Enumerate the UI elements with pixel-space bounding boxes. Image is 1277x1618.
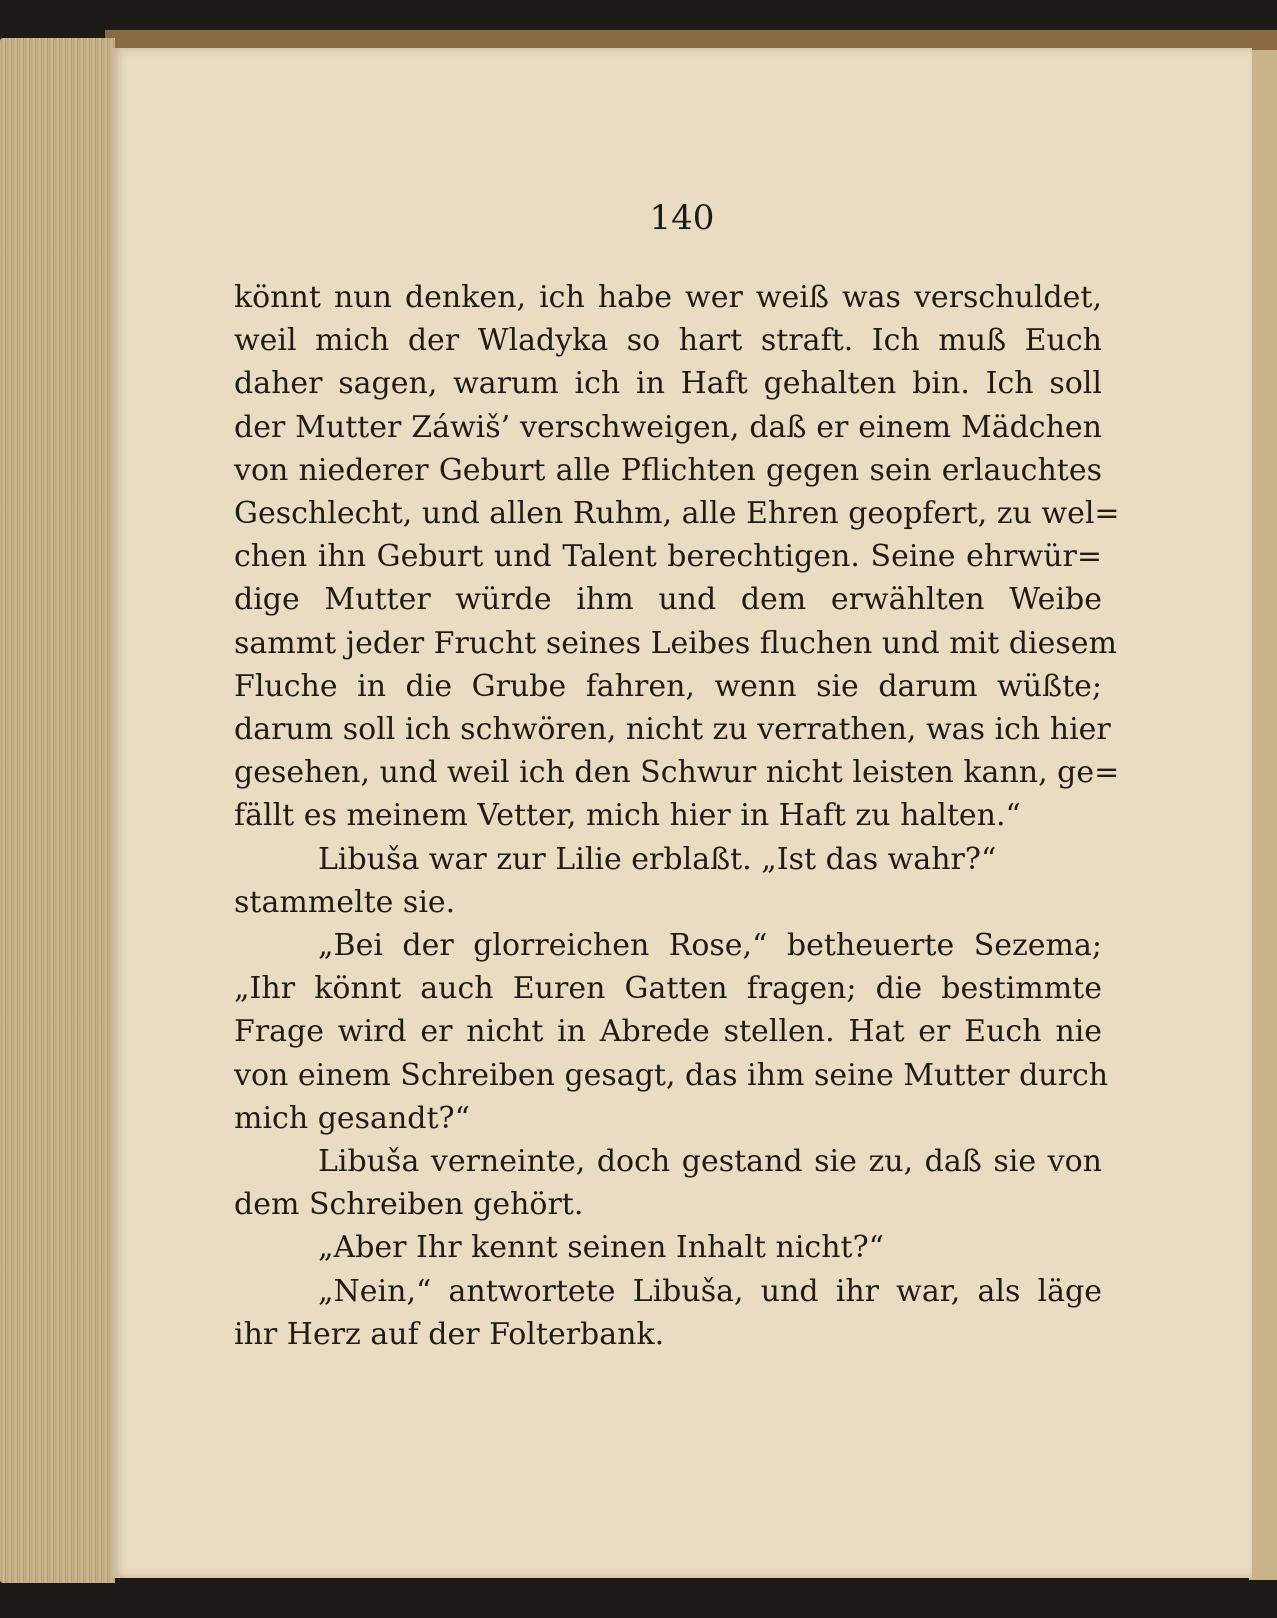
text-line: „Bei der glorreichen Rose,“ betheuerte Sezema; (318, 928, 1102, 964)
text-line: könnt nun denken, ich habe wer weiß was verschuldet, (234, 280, 1102, 315)
text-line: der Mutter Záwiš’ verschweigen, daß er einem Mädchen (234, 409, 1102, 445)
text-line: Geschlecht, und allen Ruhm, alle Ehren geopfert, zu wel= (234, 496, 1120, 532)
book-page-stack-right (1249, 50, 1277, 1580)
text-line: Frage wird er nicht in Abrede stellen. Hat er Euch nie (234, 1014, 1102, 1050)
page-number: 140 (649, 198, 715, 238)
text-line: ihr Herz auf der Folterbank. (234, 1316, 665, 1352)
text-line: daher sagen, warum ich in Haft gehalten bin. Ich soll (234, 366, 1102, 402)
text-line: gesehen, und weil ich den Schwur nicht leisten kann, ge= (234, 755, 1120, 791)
text-line: „Nein,“ antwortete Libuša, und ihr war, als läge (318, 1273, 1102, 1309)
text-line: stammelte sie. (234, 884, 456, 920)
text-line: Fluche in die Grube fahren, wenn sie darum wüßte; (234, 668, 1102, 704)
body-text (234, 276, 1120, 1356)
text-line: sammt jeder Frucht seines Leibes fluchen und mit diesem (234, 625, 1117, 661)
text-line: „Ihr könnt auch Euren Gatten fragen; die bestimmte (234, 971, 1102, 1007)
text-line: Libuša war zur Lilie erblaßt. „Ist das wahr?“ (318, 841, 997, 877)
text-line: chen ihn Geburt und Talent berechtigen. Seine ehrwür= (234, 539, 1102, 575)
text-line: mich gesandt?“ (234, 1100, 470, 1136)
book-page (112, 48, 1252, 1578)
text-line: von einem Schreiben gesagt, das ihm seine Mutter durch (234, 1057, 1109, 1093)
text-line: fällt es meinem Vetter, mich hier in Haft zu halten.“ (234, 798, 1021, 834)
text-line: dem Schreiben gehört. (234, 1187, 584, 1223)
text-line: dige Mutter würde ihm und dem erwählten Weibe (234, 582, 1102, 618)
text-line: weil mich der Wladyka so hart straft. Ich muß Euch (234, 323, 1102, 359)
text-line: Libuša verneinte, doch gestand sie zu, daß sie von (318, 1144, 1102, 1180)
text-line: von niederer Geburt alle Pflichten gegen sein erlauchtes (234, 452, 1102, 488)
text-line: darum soll ich schwören, nicht zu verrathen, was ich hier (234, 712, 1111, 748)
book-page-stack-left (0, 38, 115, 1583)
text-line: „Aber Ihr kennt seinen Inhalt nicht?“ (318, 1230, 885, 1266)
